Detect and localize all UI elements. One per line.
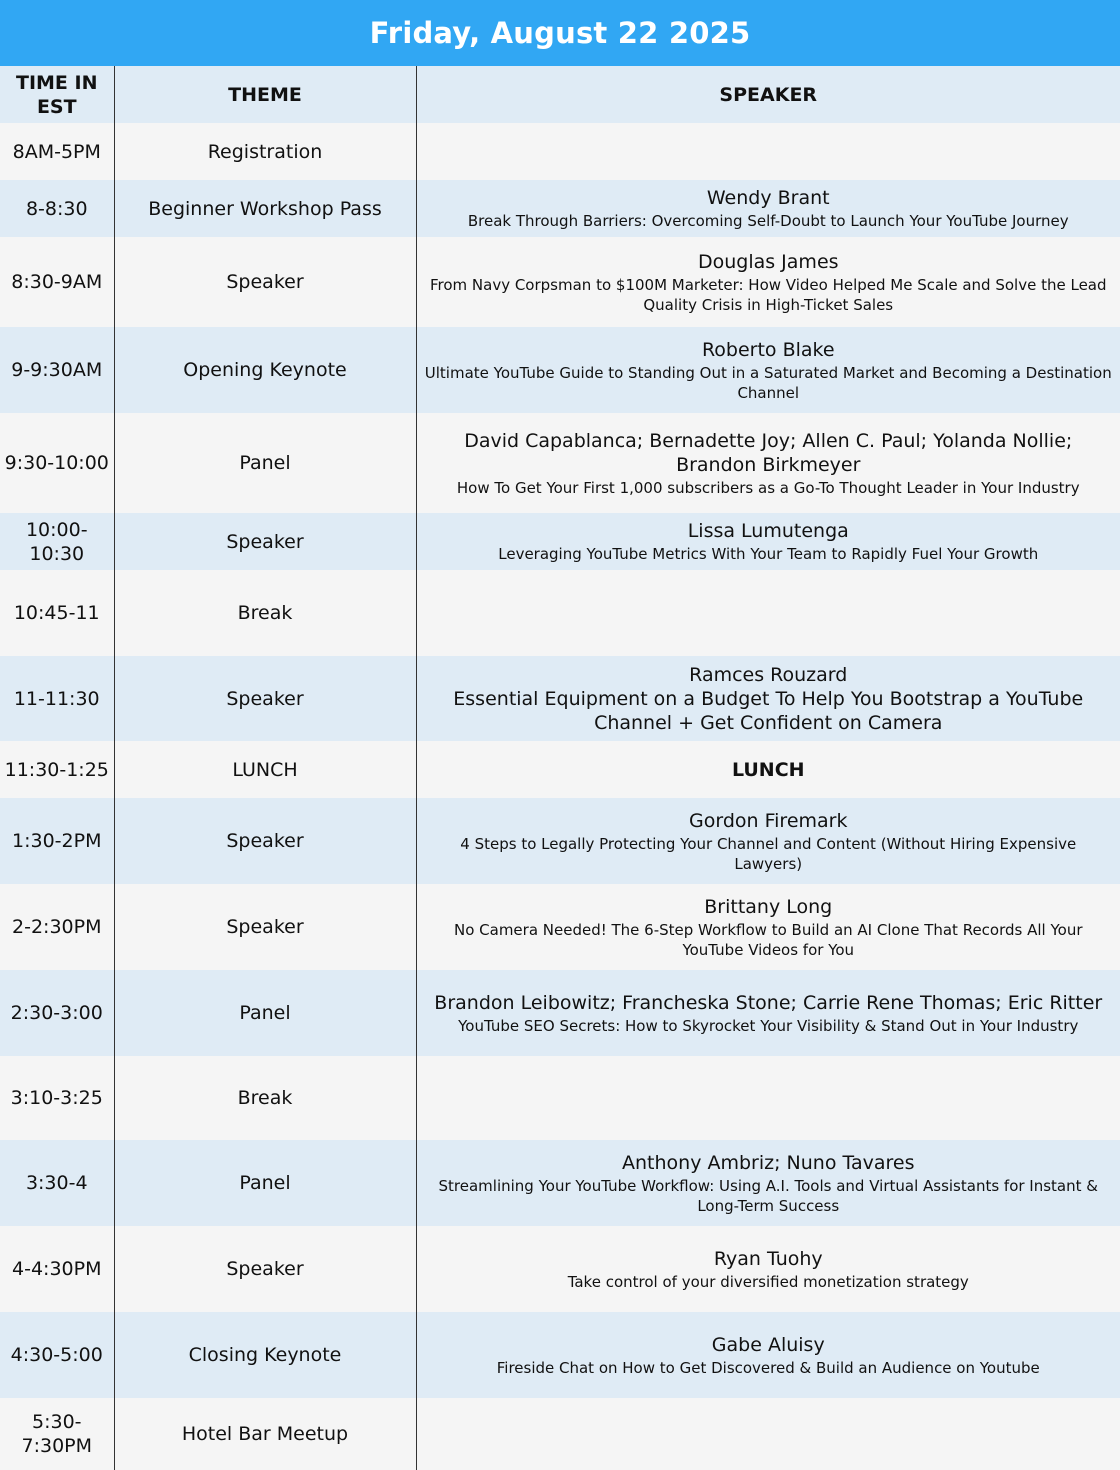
speaker-name: Lissa Lumutenga xyxy=(687,520,849,542)
session-topic: YouTube SEO Secrets: How to Skyrocket Your Visibility & Stand Out in Your Industry xyxy=(458,1016,1079,1035)
theme-cell: Panel xyxy=(114,413,416,513)
theme-cell: LUNCH xyxy=(114,741,416,798)
speaker-name: Ramces Rouzard xyxy=(689,663,848,686)
table-row xyxy=(0,884,1120,970)
table-row xyxy=(0,327,1120,413)
session-topic: No Camera Needed! The 6-Step Workflow to Build an AI Clone That Records All Your YouTube Videos for You xyxy=(453,920,1083,959)
session-topic: Take control of your diversified monetization strategy xyxy=(567,1272,969,1291)
table-row xyxy=(0,237,1120,327)
theme-cell: Speaker xyxy=(114,1226,416,1312)
speaker-name: Gordon Firemark xyxy=(689,809,848,832)
speaker-name: Brittany Long xyxy=(704,895,833,918)
speaker-cell xyxy=(416,1398,1120,1470)
time-cell: 1:30-2PM xyxy=(0,798,114,884)
time-cell: 8:30-9AM xyxy=(0,237,114,327)
time-cell: 3:30-4 xyxy=(0,1140,114,1226)
theme-cell: Panel xyxy=(114,1140,416,1226)
time-cell: 2-2:30PM xyxy=(0,884,114,970)
theme-cell: Beginner Workshop Pass xyxy=(114,180,416,237)
table-row xyxy=(0,1312,1120,1398)
session-topic: Leveraging YouTube Metrics With Your Team to Rapidly Fuel Your Growth xyxy=(498,545,1039,563)
session-topic: From Navy Corpsman to $100M Marketer: How Video Helped Me Scale and Solve the Lead Quality Crisis in High-Ticket Sales xyxy=(429,275,1107,314)
speaker-name: Anthony Ambriz; Nuno Tavares xyxy=(622,1151,915,1174)
time-cell: 8AM-5PM xyxy=(0,123,114,180)
time-cell: 3:10-3:25 xyxy=(0,1056,114,1140)
time-cell: 11-11:30 xyxy=(0,656,114,741)
speaker-name: Douglas James xyxy=(697,250,839,273)
session-topic: Ultimate YouTube Guide to Standing Out in a Saturated Market and Becoming a Destination Channel xyxy=(424,363,1112,402)
theme-cell: Hotel Bar Meetup xyxy=(114,1398,416,1470)
theme-cell: Registration xyxy=(114,123,416,180)
theme-cell: Panel xyxy=(114,970,416,1056)
speaker-name: Gabe Aluisy xyxy=(711,1333,825,1356)
speaker-cell xyxy=(416,741,1120,798)
table-row xyxy=(0,741,1120,798)
session-topic: Essential Equipment on a Budget To Help You Bootstrap a YouTube Channel + Get Confident on Camera xyxy=(453,687,1084,734)
speaker-cell xyxy=(416,123,1120,180)
table-row xyxy=(0,970,1120,1056)
time-cell: 9-9:30AM xyxy=(0,327,114,413)
session-topic: Streamlining Your YouTube Workflow: Using A.I. Tools and Virtual Assistants for Instant & Long-Term Success xyxy=(438,1176,1098,1215)
speaker-cell xyxy=(416,798,1120,884)
time-cell: 4:30-5:00 xyxy=(0,1312,114,1398)
table-row xyxy=(0,1398,1120,1470)
session-topic: 4 Steps to Legally Protecting Your Channel and Content (Without Hiring Expensive Lawyers) xyxy=(460,834,1077,873)
table-row xyxy=(0,656,1120,741)
speaker-cell xyxy=(416,180,1120,237)
speaker-cell xyxy=(416,1140,1120,1226)
theme-cell: Speaker xyxy=(114,798,416,884)
time-cell: 9:30-10:00 xyxy=(0,413,114,513)
theme-cell: Break xyxy=(114,1056,416,1140)
table-row xyxy=(0,123,1120,180)
speaker-name: LUNCH xyxy=(731,758,805,781)
theme-cell: Speaker xyxy=(114,884,416,970)
speaker-cell xyxy=(416,1312,1120,1398)
speaker-cell xyxy=(416,513,1120,570)
column-header-speaker: SPEAKER xyxy=(416,66,1120,123)
schedule-table xyxy=(0,66,1120,1470)
speaker-name: Brandon Leibowitz; Francheska Stone; Carrie Rene Thomas; Eric Ritter xyxy=(434,991,1103,1014)
speaker-name: Ryan Tuohy xyxy=(713,1247,823,1270)
table-row xyxy=(0,513,1120,570)
speaker-cell xyxy=(416,413,1120,513)
theme-cell: Speaker xyxy=(114,513,416,570)
speaker-cell xyxy=(416,570,1120,656)
time-cell: 10:00-10:30 xyxy=(0,513,114,570)
theme-cell: Speaker xyxy=(114,237,416,327)
table-row xyxy=(0,1226,1120,1312)
session-topic: Break Through Barriers: Overcoming Self-Doubt to Launch Your YouTube Journey xyxy=(467,212,1069,230)
time-cell: 2:30-3:00 xyxy=(0,970,114,1056)
table-row xyxy=(0,180,1120,237)
table-row xyxy=(0,413,1120,513)
time-cell: 10:45-11 xyxy=(0,570,114,656)
speaker-cell xyxy=(416,884,1120,970)
session-topic: How To Get Your First 1,000 subscribers as a Go-To Thought Leader in Your Industry xyxy=(456,478,1080,497)
column-header-time: TIME IN EST xyxy=(0,66,114,123)
table-row xyxy=(0,798,1120,884)
time-cell: 5:30-7:30PM xyxy=(0,1398,114,1470)
theme-cell: Break xyxy=(114,570,416,656)
speaker-cell xyxy=(416,970,1120,1056)
table-row xyxy=(0,570,1120,656)
speaker-cell xyxy=(416,656,1120,741)
time-cell: 4-4:30PM xyxy=(0,1226,114,1312)
column-header-theme: THEME xyxy=(114,66,416,123)
table-header-row xyxy=(0,66,1120,123)
time-cell: 11:30-1:25 xyxy=(0,741,114,798)
speaker-name: Wendy Brant xyxy=(706,187,830,209)
theme-cell: Opening Keynote xyxy=(114,327,416,413)
speaker-name: Roberto Blake xyxy=(701,338,835,361)
session-topic: Fireside Chat on How to Get Discovered & Build an Audience on Youtube xyxy=(496,1358,1040,1377)
speaker-name: David Capablanca; Bernadette Joy; Allen C. Paul; Yolanda Nollie; Brandon Birkmeyer xyxy=(464,429,1073,476)
theme-cell: Speaker xyxy=(114,656,416,741)
time-cell: 8-8:30 xyxy=(0,180,114,237)
speaker-cell xyxy=(416,1226,1120,1312)
table-row xyxy=(0,1140,1120,1226)
table-row xyxy=(0,1056,1120,1140)
theme-cell: Closing Keynote xyxy=(114,1312,416,1398)
speaker-cell xyxy=(416,327,1120,413)
speaker-cell xyxy=(416,1056,1120,1140)
schedule-date-title: Friday, August 22 2025 xyxy=(0,0,1120,66)
speaker-cell xyxy=(416,237,1120,327)
